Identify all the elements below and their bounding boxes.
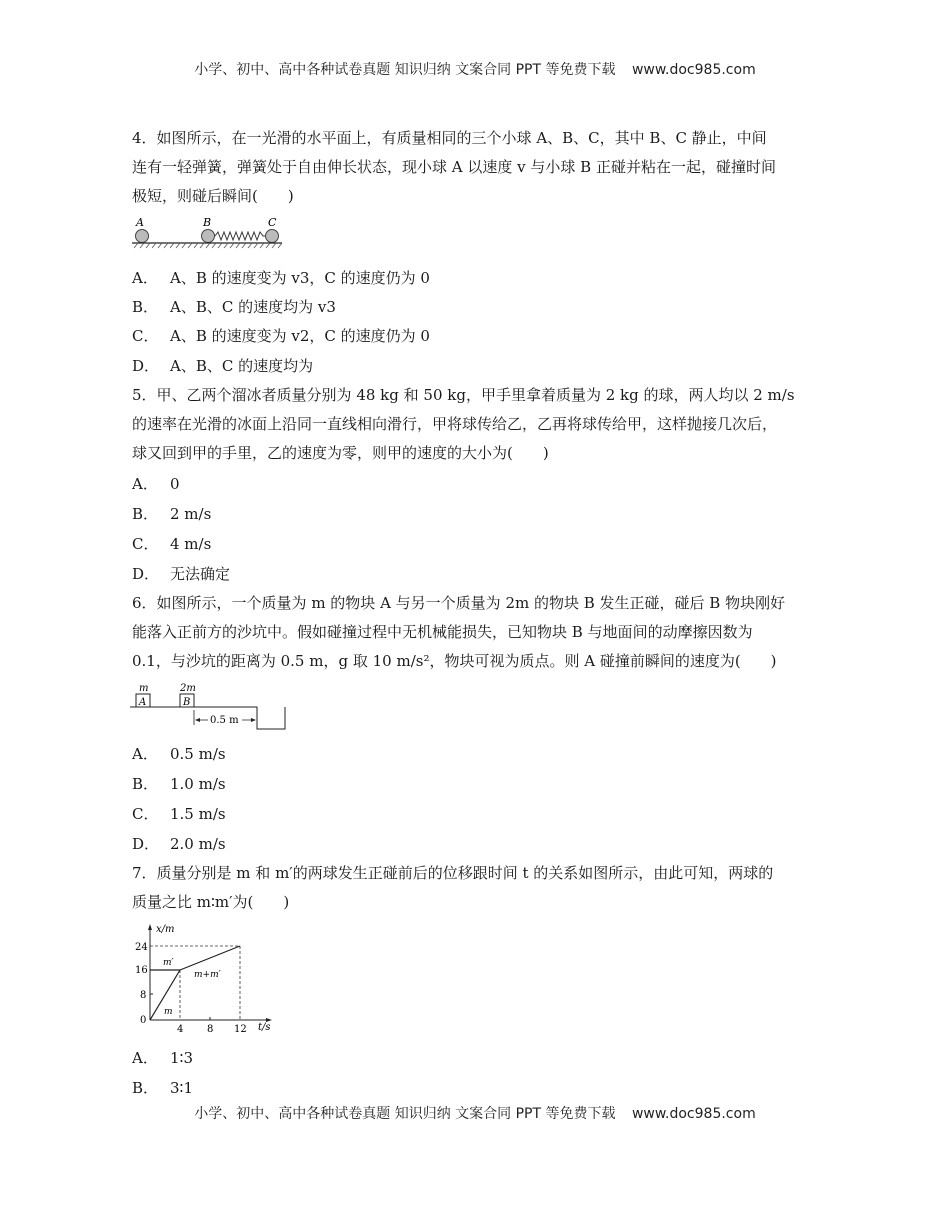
q5-option-b[interactable] — [132, 504, 211, 524]
page-header — [0, 59, 950, 79]
q4-figure — [130, 215, 290, 255]
q5-option-d-key: D． — [132, 565, 160, 583]
ball-a — [136, 230, 149, 243]
q4-fig-label-b: B — [203, 216, 212, 229]
x-axis-label: t/s — [258, 1022, 271, 1033]
q6-option-d-key: D． — [132, 835, 160, 853]
y-tick-16: 16 — [135, 965, 148, 976]
q7-option-a[interactable] — [132, 1048, 193, 1068]
q4-option-b-text: A、B、C 的速度均为 v3 — [170, 298, 336, 316]
q6-option-a[interactable] — [132, 744, 226, 764]
q6-fig-label-m: m — [139, 683, 149, 694]
q4-option-c-text: A、B 的速度变为 v2，C 的速度仍为 0 — [170, 327, 430, 345]
ground-with-pit — [130, 707, 285, 729]
q4-fig-label-c: C — [268, 216, 277, 229]
q5-option-a-key: A． — [132, 475, 158, 493]
header-text: 小学、初中、高中各种试卷真题 知识归纳 文案合同 PPT 等免费下载 — [194, 62, 616, 78]
q5-option-c[interactable] — [132, 534, 211, 554]
header-site: www.doc985.com — [631, 62, 756, 78]
ball-c — [266, 230, 279, 243]
q4-option-a[interactable] — [132, 268, 430, 288]
q5-option-c-text: 4 m/s — [170, 535, 212, 553]
q6-option-c-text: 1.5 m/s — [170, 805, 226, 823]
q4-line-1: 4．如图所示，在一光滑的水平面上，有质量相同的三个小球 A、B、C，其中 B、C 静止，中间 — [132, 129, 767, 147]
y-tick-0: 0 — [140, 1015, 147, 1026]
q6-option-d[interactable] — [132, 834, 226, 854]
q5-option-d-text: 无法确定 — [170, 565, 231, 583]
q7-option-b-key: B． — [132, 1079, 159, 1097]
q7-option-a-key: A． — [132, 1049, 158, 1067]
q6-option-c-key: C． — [132, 805, 159, 823]
q6-fig-label-2m: 2m — [180, 683, 196, 694]
q5-line-2: 的速率在光滑的冰面上沿同一直线相向滑行，甲将球传给乙，乙再将球传给甲，这样抛接几次后， — [132, 415, 778, 433]
q5-option-a[interactable] — [132, 474, 180, 494]
q5-option-d[interactable] — [132, 564, 230, 584]
q6-option-a-text: 0.5 m/s — [170, 745, 226, 763]
q6-line-1: 6．如图所示，一个质量为 m 的物块 A 与另一个质量为 2m 的物块 B 发生正碰，碰后 B 物块刚好 — [132, 594, 786, 612]
q7-option-b-text: 3∶1 — [170, 1079, 193, 1097]
x-tick-4: 4 — [177, 1024, 184, 1035]
q6-option-a-key: A． — [132, 745, 158, 763]
q5-line-3: 球又回到甲的手里，乙的速度为零，则甲的速度的大小为( ) — [132, 444, 549, 462]
q4-fig-label-a: A — [136, 216, 144, 229]
page-footer — [0, 1103, 950, 1123]
q6-option-b[interactable] — [132, 774, 226, 794]
q4-option-c-key: C． — [132, 327, 159, 345]
q7-option-a-text: 1∶3 — [170, 1049, 193, 1067]
ground-hatch — [134, 243, 282, 248]
q6-line-2: 能落入正前方的沙坑中。假如碰撞过程中无机械能损失，已知物块 B 与地面间的动摩擦因数为 — [132, 623, 753, 641]
q4-option-c[interactable] — [132, 326, 430, 346]
q4-option-a-key: A． — [132, 269, 158, 287]
q4-option-d[interactable] — [132, 356, 313, 376]
q6-fig-label-b: B — [183, 697, 191, 708]
y-axis-label: x/m — [156, 924, 175, 935]
q4-option-b[interactable] — [132, 297, 336, 317]
q5-line-1: 5．甲、乙两个溜冰者质量分别为 48 kg 和 50 kg，甲手里拿着质量为 2 kg 的球，两人均以 2 m/s — [132, 386, 795, 404]
spring — [215, 232, 265, 240]
q4-option-b-key: B． — [132, 298, 159, 316]
q7-line-2: 质量之比 m∶m′为( ) — [132, 893, 290, 911]
q6-figure — [130, 680, 295, 735]
q4-option-a-text: A、B 的速度变为 v3，C 的速度仍为 0 — [170, 269, 430, 287]
q6-fig-label-dist: 0.5 m — [210, 715, 239, 726]
q4-option-d-text: A、B、C 的速度均为 — [170, 357, 314, 375]
q4-option-d-key: D． — [132, 357, 160, 375]
q6-option-b-text: 1.0 m/s — [170, 775, 226, 793]
x-tick-12: 12 — [234, 1024, 247, 1035]
footer-text: 小学、初中、高中各种试卷真题 知识归纳 文案合同 PPT 等免费下载 — [194, 1106, 616, 1122]
footer-site: www.doc985.com — [631, 1106, 756, 1122]
q5-option-b-key: B． — [132, 505, 159, 523]
y-tick-8: 8 — [140, 990, 147, 1001]
q6-option-d-text: 2.0 m/s — [170, 835, 226, 853]
q4-line-3: 极短，则碰后瞬间( ) — [132, 187, 294, 205]
q6-option-b-key: B． — [132, 775, 159, 793]
q5-option-a-text: 0 — [170, 475, 180, 493]
q6-line-3: 0.1，与沙坑的距离为 0.5 m，g 取 10 m/s²，物块可视为质点。则 A 碰撞前瞬间的速度为( ) — [132, 652, 777, 670]
q6-option-c[interactable] — [132, 804, 226, 824]
q7-graph — [130, 920, 280, 1038]
q6-fig-label-a: A — [139, 697, 147, 708]
label-m-plus-m-prime: m+m′ — [194, 970, 221, 980]
q4-line-2: 连有一轻弹簧，弹簧处于自由伸长状态，现小球 A 以速度 v 与小球 B 正碰并粘在一起，碰撞时间 — [132, 158, 776, 176]
q7-line-1: 7．质量分别是 m 和 m′的两球发生正碰前后的位移跟时间 t 的关系如图所示，由此可知，两球的 — [132, 864, 774, 882]
q7-option-b[interactable] — [132, 1078, 193, 1098]
q5-option-b-text: 2 m/s — [170, 505, 212, 523]
label-m-prime: m′ — [163, 958, 174, 968]
line-m-plus-m-prime — [180, 946, 240, 970]
ball-b — [202, 230, 215, 243]
y-tick-24: 24 — [135, 942, 148, 953]
label-m: m — [164, 1007, 173, 1017]
q5-option-c-key: C． — [132, 535, 159, 553]
x-tick-8: 8 — [207, 1024, 214, 1035]
